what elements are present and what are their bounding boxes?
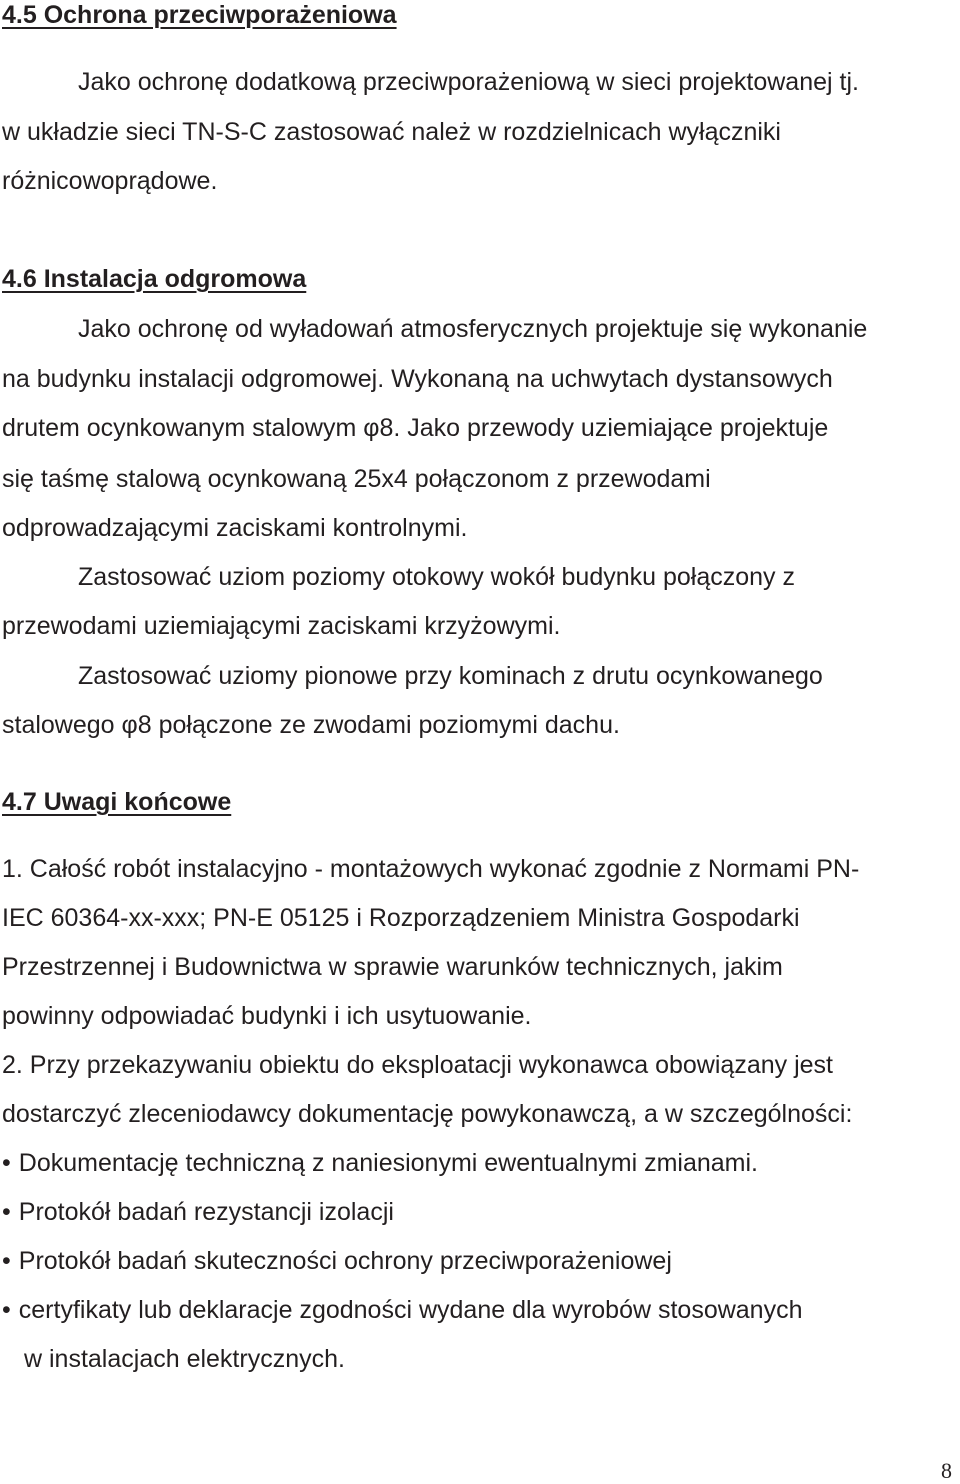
paragraph-line: różnicowoprądowe. — [2, 167, 218, 195]
heading-4-6: 4.6 Instalacja odgromowa — [2, 265, 307, 293]
paragraph-line: na budynku instalacji odgromowej. Wykonaną na uchwytach dystansowych — [2, 365, 833, 393]
paragraph-line: powinny odpowiadać budynki i ich usytuowanie. — [2, 1002, 532, 1030]
heading-4-5: 4.5 Ochrona przeciwporażeniowa — [2, 1, 397, 29]
page-number: 8 — [941, 1458, 952, 1483]
paragraph-line: 2. Przy przekazywaniu obiektu do eksploatacji wykonawca obowiązany jest — [2, 1051, 833, 1079]
bullet-item: • Protokół badań rezystancji izolacji — [2, 1197, 394, 1227]
paragraph-line: Zastosować uziomy pionowe przy kominach z drutu ocynkowanego — [78, 662, 823, 690]
bullet-item: • Protokół badań skuteczności ochrony przeciwporażeniowej — [2, 1246, 672, 1276]
paragraph-line: stalowego φ8 połączone ze zwodami poziomymi dachu. — [2, 711, 620, 739]
paragraph-line: IEC 60364-xx-xxx; PN-E 05125 i Rozporządzeniem Ministra Gospodarki — [2, 904, 800, 932]
bullet-item: • Dokumentację techniczną z naniesionymi ewentualnymi zmianami. — [2, 1148, 758, 1178]
paragraph-line: drutem ocynkowanym stalowym φ8. Jako przewody uziemiające projektuje — [2, 414, 829, 442]
heading-4-7: 4.7 Uwagi końcowe — [2, 788, 232, 816]
paragraph-line: przewodami uziemiającymi zaciskami krzyżowymi. — [2, 612, 561, 640]
paragraph-line: Jako ochronę od wyładowań atmosferycznych projektuje się wykonanie — [78, 315, 868, 343]
paragraph-line: odprowadzającymi zaciskami kontrolnymi. — [2, 514, 468, 542]
paragraph-line: się taśmę stalową ocynkowaną 25x4 połączonom z przewodami — [2, 465, 711, 493]
paragraph-line: Przestrzennej i Budownictwa w sprawie warunków technicznych, jakim — [2, 953, 783, 981]
paragraph-line: Zastosować uziom poziomy otokowy wokół budynku połączony z — [78, 563, 796, 591]
bullet-item: • certyfikaty lub deklaracje zgodności wydane dla wyrobów stosowanych — [2, 1295, 803, 1325]
paragraph-line: 1. Całość robót instalacyjno - montażowych wykonać zgodnie z Normami PN- — [2, 855, 860, 883]
paragraph-line: Jako ochronę dodatkową przeciwporażeniową w sieci projektowanej tj. — [78, 68, 859, 96]
paragraph-line: dostarczyć zleceniodawcy dokumentację powykonawczą, a w szczególności: — [2, 1100, 853, 1128]
paragraph-line: w układzie sieci TN-S-C zastosować należ w rozdzielnicach wyłączniki — [2, 118, 781, 146]
bullet-continuation: w instalacjach elektrycznych. — [24, 1345, 345, 1373]
